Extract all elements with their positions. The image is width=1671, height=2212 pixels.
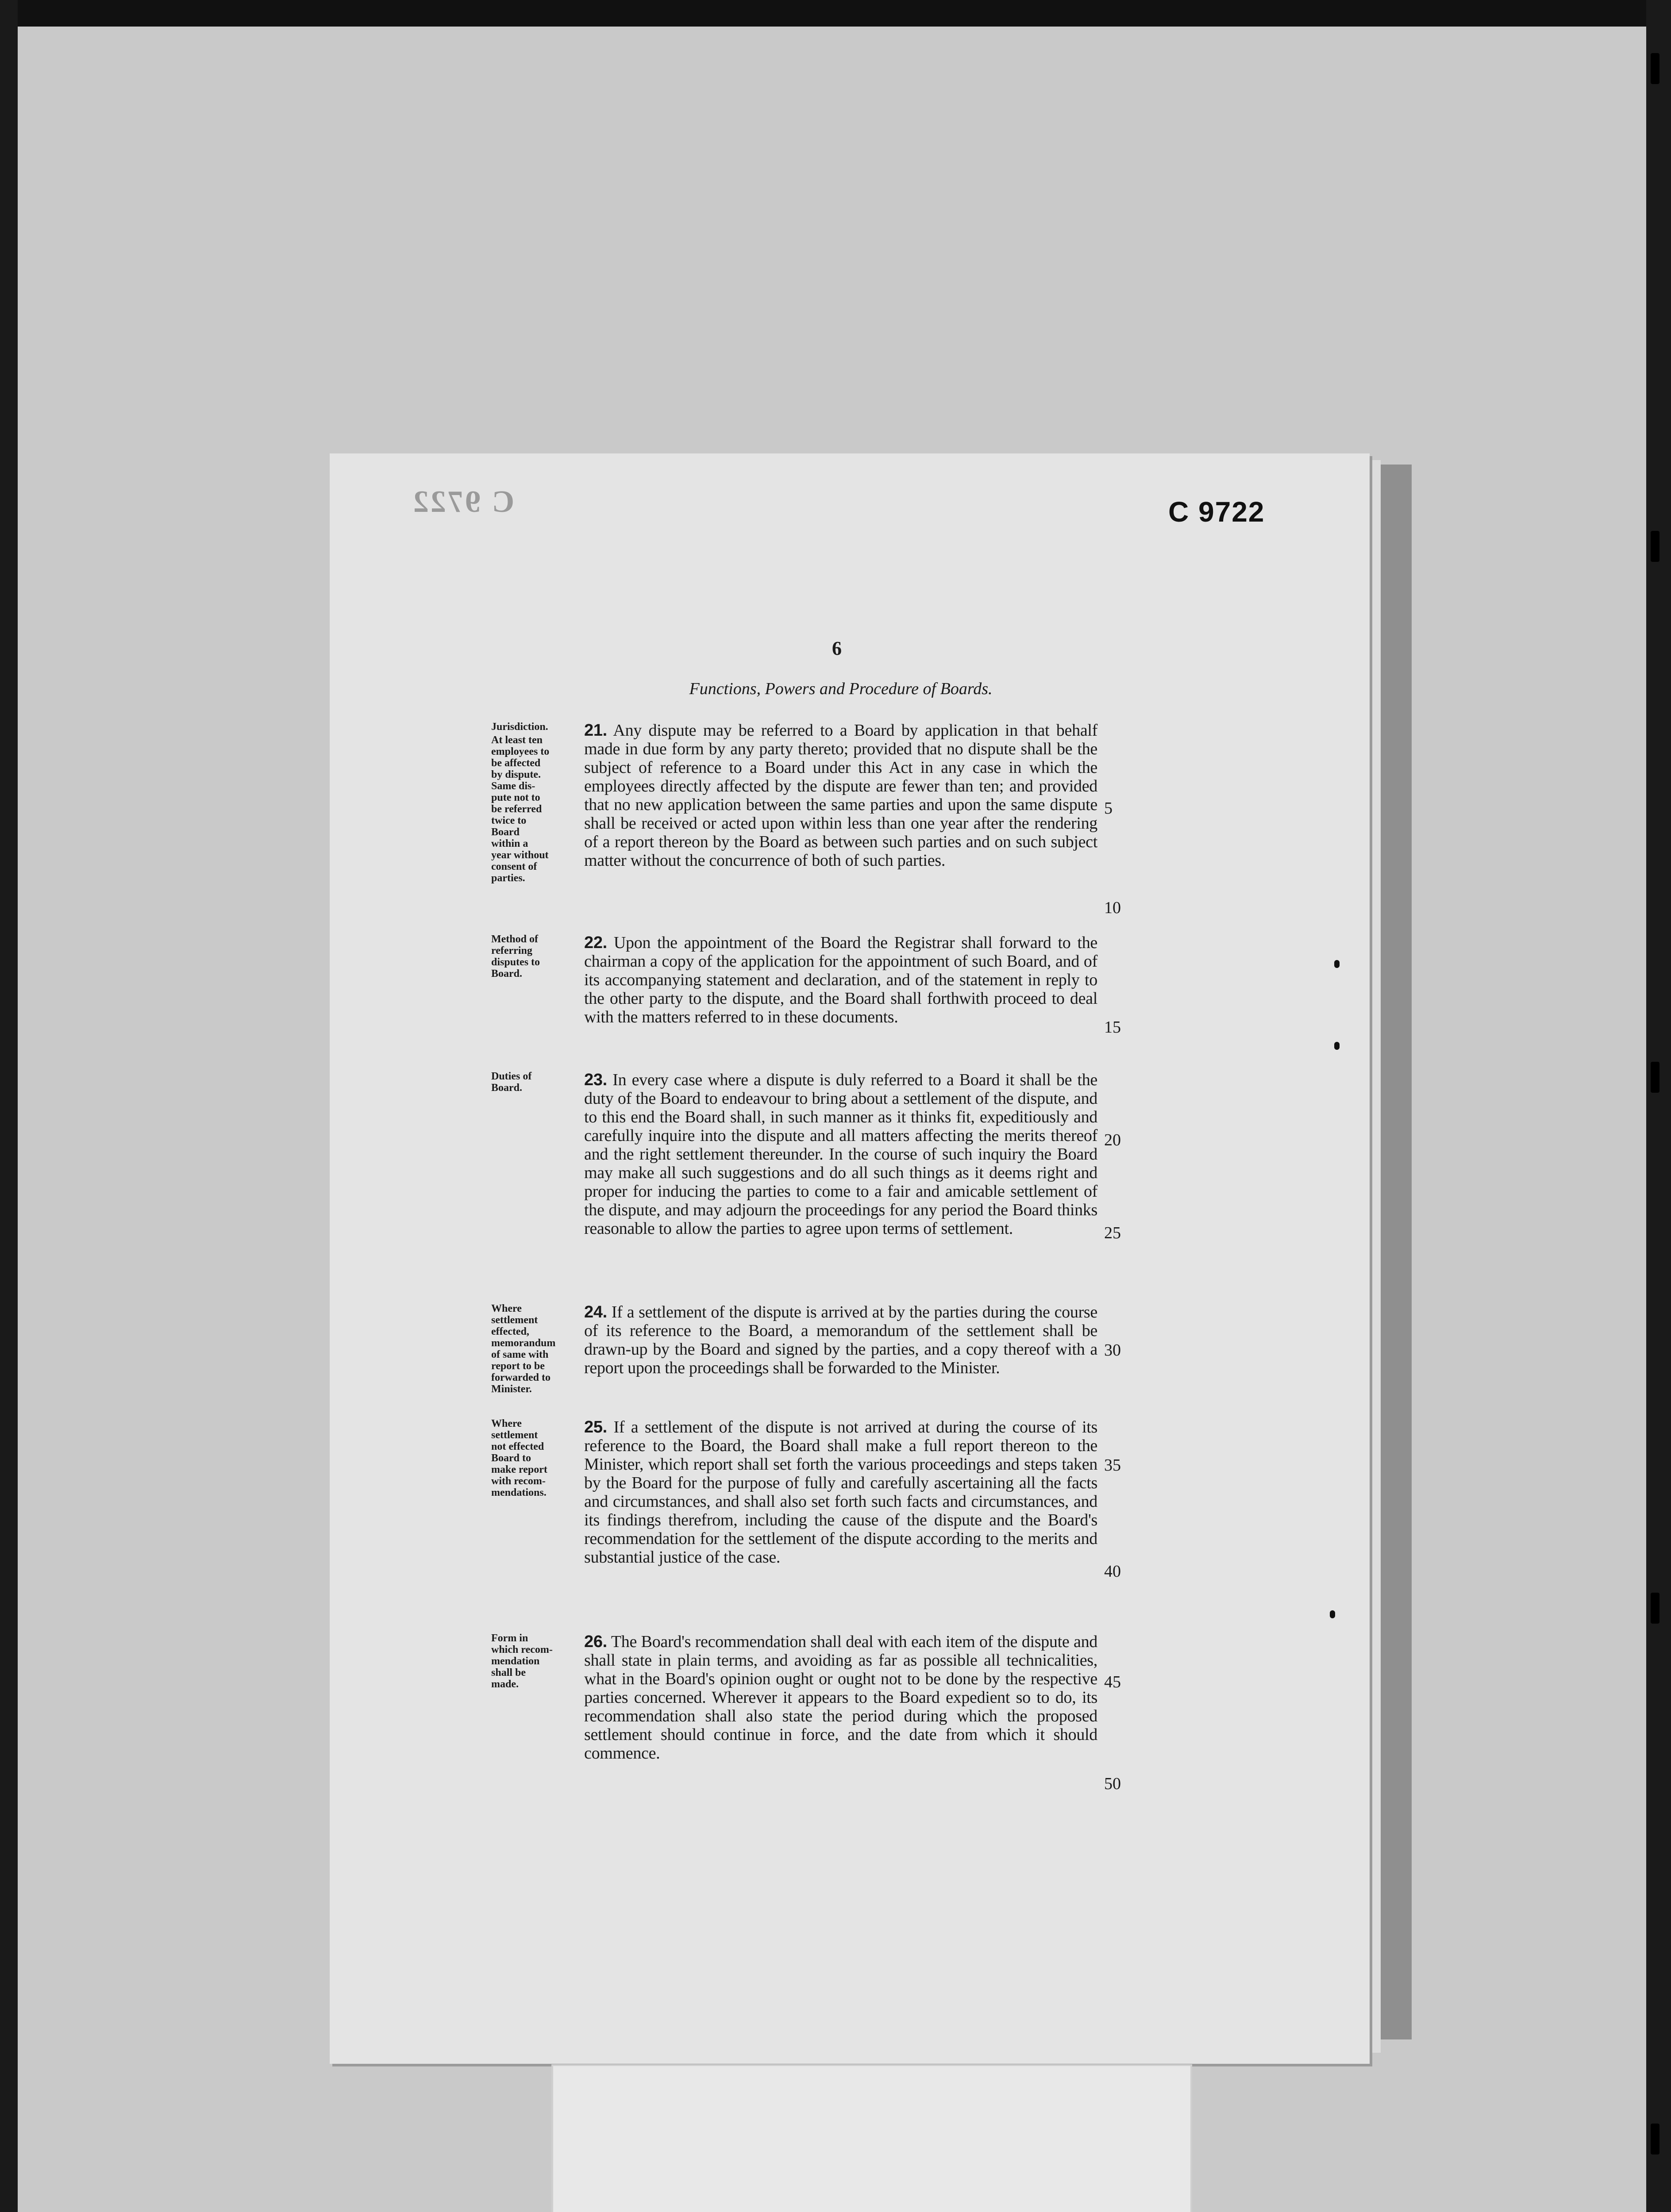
margin-line: Minister. <box>491 1383 532 1395</box>
margin-line: Where <box>491 1418 522 1429</box>
margin-line: memorandum <box>491 1337 556 1349</box>
margin-line: settlement <box>491 1429 538 1441</box>
line-number: 10 <box>1104 899 1121 917</box>
margin-line: forwarded to <box>491 1372 551 1383</box>
margin-line: settlement <box>491 1314 538 1326</box>
margin-line: referring <box>491 945 532 956</box>
margin-note-23 <box>491 1071 580 1094</box>
margin-note-24 <box>491 1303 580 1395</box>
section-23 <box>584 1071 1097 1238</box>
margin-line: Same dis- <box>491 780 535 792</box>
section-text: The Board's recommendation shall deal with each item of the dispute and shall state in plain terms, and avoiding as far as possible all technicalities, what in the Board's opinion ought or ought not to be done by the respective parties concerned. Wherever it appears to the Board expedient so to do, its recommendation shall also state the period during which the proposed settlement should continue in force, and the date from which it should commence. <box>584 1632 1097 1763</box>
margin-line: make report <box>491 1464 547 1475</box>
line-number: 15 <box>1104 1018 1121 1037</box>
chapter-title: Functions, Powers and Procedure of Boards. <box>689 680 993 698</box>
margin-line: Duties of <box>491 1071 532 1082</box>
section-paragraph <box>584 933 1097 1026</box>
section-paragraph <box>584 721 1097 870</box>
section-26 <box>584 1632 1097 1763</box>
section-text: Upon the appointment of the Board the Registrar shall forward to the chairman a copy of the application for the appointment of such Board, and of its accompanying statement and declaration, and of the statement in reply to the other party to the dispute, and the Board shall forthwith proceed to deal with the matters referred to in these documents. <box>584 933 1097 1026</box>
line-number: 40 <box>1104 1562 1121 1581</box>
page-number: 6 <box>832 637 842 659</box>
margin-line: mendations. <box>491 1487 547 1498</box>
margin-line: be referred <box>491 803 542 815</box>
margin-line: not effected <box>491 1441 544 1452</box>
section-text: Any dispute may be referred to a Board by application in that behalf made in due form by any party thereto; provided that no dispute shall be the subject of reference to a Board under this Act in any case in which the employees directly affected by the dispute are fewer than ten; and provided that no new application between the same parties and upon the same dispute shall be received or acted upon within less than one year after the rendering of a report thereon by the Board as between such parties and on such subject matter without the concurrence of both of such parties. <box>584 721 1097 870</box>
section-text: In every case where a dispute is duly referred to a Board it shall be the duty of the Board to endeavour to bring about a settlement of the dispute, and to this end the Board shall, in such manner as it thinks fit, expeditiously and carefully inquire into the dispute and all matters affecting the merits thereof and the right settlement thereunder. In the course of such inquiry the Board may make all such suggestions and do all such things as it deems right and proper for inducing the parties to come to a fair and amicable settlement of the dispute, and may adjourn the proceedings for any period the Board thinks reasonable to allow the parties to agree upon terms of settlement. <box>584 1071 1097 1238</box>
section-text: If a settlement of the dispute is not arrived at during the course of its reference to the Board, the Board shall make a full report thereon to the Minister, which report shall set forth the various proceedings and steps taken by the Board for the purpose of fully and carefully ascertaining all the facts and circumstances, and shall also set forth such facts and circumstances, and its findings therefrom, including the cause of the dispute and the Board's recommendation for the settlement of the dispute according to the merits and substantial justice of the case. <box>584 1418 1097 1567</box>
line-number: 35 <box>1104 1456 1121 1475</box>
sprocket-hole <box>1651 2124 1659 2154</box>
margin-line: disputes to <box>491 956 540 968</box>
margin-line: mendation <box>491 1655 540 1667</box>
film-edge-right <box>1646 0 1671 2212</box>
margin-line: At least ten <box>491 734 543 746</box>
line-number: 50 <box>1104 1774 1121 1793</box>
margin-note-26 <box>491 1632 580 1690</box>
margin-line: Where <box>491 1303 522 1314</box>
line-number: 20 <box>1104 1131 1121 1149</box>
section-21 <box>584 721 1097 870</box>
sprocket-hole <box>1651 531 1659 562</box>
speck-mark <box>1330 1610 1335 1618</box>
section-25 <box>584 1418 1097 1567</box>
section-paragraph <box>584 1071 1097 1238</box>
film-edge-left <box>0 0 18 2212</box>
margin-line: be affected <box>491 757 541 769</box>
margin-line: year without <box>491 849 549 861</box>
section-number: 26. <box>584 1632 607 1651</box>
sprocket-hole <box>1651 1593 1659 1624</box>
margin-line: Board. <box>491 1082 523 1094</box>
margin-line: with recom- <box>491 1475 546 1487</box>
section-number: 25. <box>584 1418 607 1436</box>
margin-line: shall be <box>491 1667 526 1678</box>
line-number: 45 <box>1104 1673 1121 1691</box>
margin-line: Board <box>491 826 520 838</box>
margin-line: consent of <box>491 861 537 872</box>
margin-note-21 <box>491 721 580 884</box>
margin-line: employees to <box>491 746 550 757</box>
margin-line: made. <box>491 1678 519 1690</box>
margin-line: pute not to <box>491 792 540 803</box>
section-number: 24. <box>584 1303 607 1321</box>
margin-note-25 <box>491 1418 580 1498</box>
sprocket-hole <box>1651 53 1659 84</box>
margin-note-22 <box>491 933 580 979</box>
speck-mark <box>1334 960 1340 968</box>
margin-line: by dispute. <box>491 769 541 780</box>
margin-line: twice to <box>491 815 527 826</box>
sprocket-hole <box>1651 1062 1659 1093</box>
section-24 <box>584 1303 1097 1377</box>
section-text: If a settlement of the dispute is arrived at by the parties during the course of its reference to the Board, a memorandum of the settlement shall be drawn-up by the Board and signed by the parties, and a copy thereof with a report upon the proceedings shall be forwarded to the Minister. <box>584 1303 1097 1377</box>
section-number: 22. <box>584 933 607 952</box>
speck-mark <box>1334 1042 1340 1050</box>
section-number: 21. <box>584 721 607 740</box>
margin-line: within a <box>491 838 528 849</box>
margin-line: report to be <box>491 1360 545 1372</box>
margin-line: Form in <box>491 1632 528 1644</box>
document-stamp: C 9722 <box>1168 496 1265 528</box>
margin-line: Board to <box>491 1452 531 1464</box>
archive-label-card <box>553 2066 1190 2212</box>
section-paragraph <box>584 1303 1097 1377</box>
line-number: 25 <box>1104 1224 1121 1242</box>
margin-line: Method of <box>491 933 538 945</box>
line-number: 5 <box>1104 799 1113 818</box>
section-paragraph <box>584 1418 1097 1567</box>
margin-line: Jurisdiction. <box>491 721 548 733</box>
mirrored-stamp: C 9722 <box>412 485 515 519</box>
margin-line: effected, <box>491 1326 529 1337</box>
line-number: 30 <box>1104 1341 1121 1359</box>
margin-line: parties. <box>491 872 525 884</box>
margin-line: of same with <box>491 1349 549 1360</box>
film-edge-top <box>0 0 1671 27</box>
section-22 <box>584 933 1097 1026</box>
section-paragraph <box>584 1632 1097 1763</box>
margin-line: Board. <box>491 968 523 979</box>
margin-line: which recom- <box>491 1644 553 1655</box>
section-number: 23. <box>584 1071 607 1089</box>
